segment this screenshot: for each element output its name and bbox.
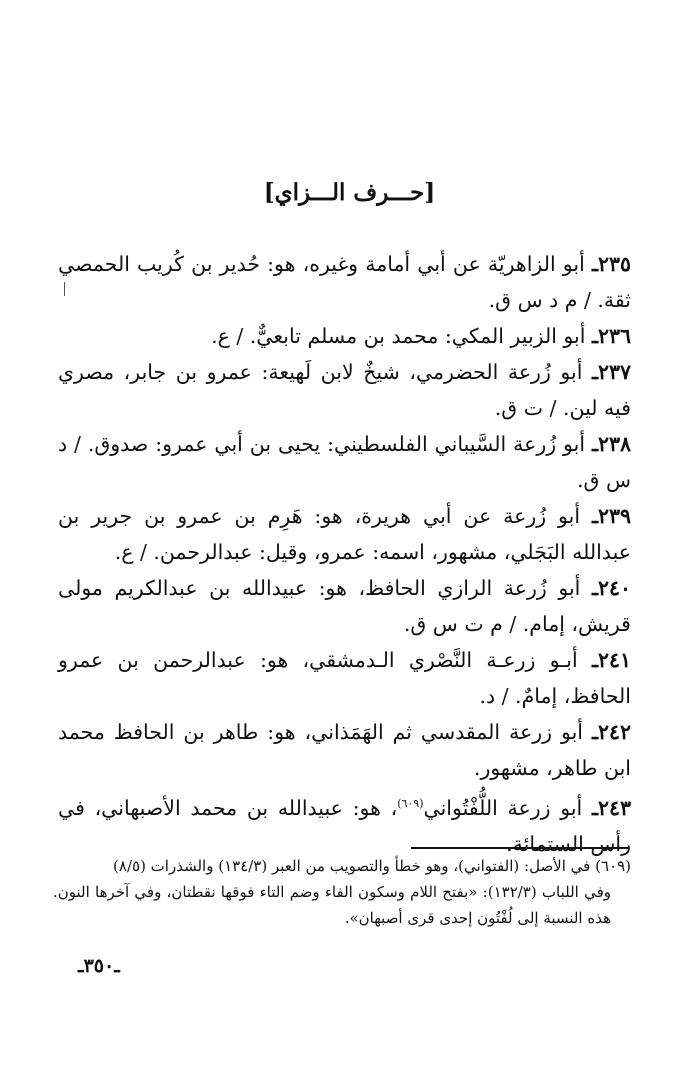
entry-text: أبو زرعة اللُّفْتُواني <box>423 795 592 820</box>
entry-text-continued: ، هو: عبيدالله بن محمد الأصبهاني، في رأس الستمائة. <box>58 795 631 856</box>
entry-text: أبو زُرعة عن أبي هريرة، هو: هَرِم بن عمرو بن جرير بن عبدالله البَجَلي، مشهور، اسمه: عمرو، وقيل: عبدالرحمن. / ع. <box>58 504 631 564</box>
entry-number: ٢٣٩ـ <box>591 504 631 528</box>
entry-241 <box>58 642 631 714</box>
entries-list <box>58 246 631 862</box>
entry-number: ٢٣٦ـ <box>591 324 631 348</box>
entry-text: أبو زُرعة الحضرمي، شيخٌ لابن لَهيعة: عمرو بن جابر، مصري فيه لين. / ت ق. <box>58 360 631 420</box>
entry-text: أبو زُرعة السَّيباني الفلسطيني: يحيى بن أبي عمرو: صدوق. / د س ق. <box>58 432 631 492</box>
entry-number: ٢٤١ـ <box>591 648 631 672</box>
entry-text: أبو الزاهريّة عن أبي أمامة وغيره، هو: حُدير بن كُريب الحمصي ثقة. / م د س ق. <box>58 252 631 312</box>
entry-236 <box>58 318 631 354</box>
entry-number: ٢٣٥ـ <box>591 252 631 276</box>
entry-number: ٢٤٢ـ <box>591 720 631 744</box>
entry-text: أبو زُرعة الرازي الحافظ، هو: عبيدالله بن عبدالكريم مولى قريش، إمام. / م ت س ق. <box>58 576 631 636</box>
entry-238 <box>58 426 631 498</box>
footnote-reference[interactable]: (٦٠٩) <box>397 797 424 810</box>
entry-237 <box>58 354 631 426</box>
page-number: ـ٣٥٠ـ <box>78 955 120 977</box>
entry-235 <box>58 246 631 318</box>
footnote-line-2: وفي اللباب (١٣٢/٣): «بفتح اللام وسكون الفاء وضم التاء فوقها نقطتان، وفي آخرها النون. هذه النسبة إلى لُفْتُون إحدى قرى أصبهان». <box>53 883 611 927</box>
section-heading: [حـــرف الـــزاي] <box>263 179 436 206</box>
entry-243 <box>58 786 631 862</box>
entry-242 <box>58 714 631 786</box>
footnote-line-1: (٦٠٩) في الأصل: (الفتواني)، وهو خطأ والتصويب من العبر (١٣٤/٣) والشذرات (٨/٥) <box>113 857 631 875</box>
entry-number: ٢٤٠ـ <box>591 576 631 600</box>
entry-number: ٢٣٨ـ <box>591 432 631 456</box>
footnote-divider <box>411 847 629 849</box>
entry-240 <box>58 570 631 642</box>
entry-text: أبو الزبير المكي: محمد بن مسلم تابعيٌّ. / ع. <box>211 324 592 348</box>
entry-text: أبـو زرعـة النَّصْري الـدمشقي، هو: عبدالرحمن بن عمرو الحافظ، إمامٌ. / د. <box>58 648 631 708</box>
entry-text: أبو زرعة المقدسي ثم الهَمَذاني، هو: طاهر بن الحافظ محمد ابن طاهر، مشهور. <box>58 720 631 780</box>
entry-number: ٢٤٣ـ <box>591 795 631 820</box>
footnote <box>53 853 631 931</box>
entry-number: ٢٣٧ـ <box>591 360 631 384</box>
entry-239 <box>58 498 631 570</box>
